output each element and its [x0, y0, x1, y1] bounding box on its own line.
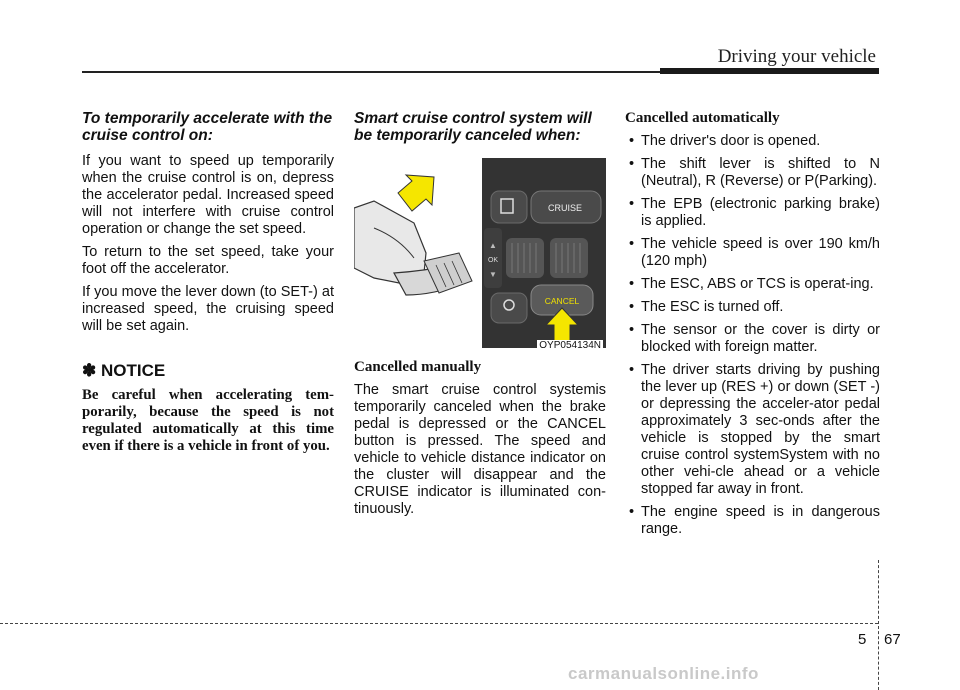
- page-number: 67: [884, 631, 901, 648]
- section-subheading: Cancelled manually: [354, 359, 482, 375]
- list-item: • The driver's door is opened.: [629, 133, 821, 149]
- steering-wheel-buttons-icon: [354, 153, 606, 353]
- bullet-icon: •: [629, 156, 635, 172]
- list-item: • The shift lever is shifted to N (Neutral), R (Reverse) or P(Parking).: [629, 156, 880, 189]
- list-item: • The ESC, ABS or TCS is operat-ing.: [629, 276, 874, 292]
- list-item: • The vehicle speed is over 190 km/h (120 mph): [629, 236, 880, 269]
- section-heading: To temporarily accelerate with the cruise control on:: [82, 110, 333, 144]
- bullet-icon: •: [629, 236, 635, 252]
- list-item: • The EPB (electronic parking brake) is applied.: [629, 196, 880, 229]
- paragraph: If you want to speed up temporarily when the cruise control is on, depress the accelerator pedal. Increased speed will not interfere with cruise control operation or change the set speed.: [82, 153, 334, 237]
- watermark: carmanualsonline.info: [568, 664, 759, 683]
- figure-code: OYP054134N: [539, 340, 601, 351]
- header-rule: [82, 71, 662, 73]
- chapter-number: 5: [858, 631, 867, 648]
- list-item: • The driver starts driving by pushing the lever up (RES +) or down (SET -) or depressing the acceler-ator pedal approximately 3 sec-onds after the vehicle is stopped by the smart cruise control systemSystem with no other vehi-cle ahead or a vehicle stopped far away in front.: [629, 362, 880, 497]
- list-item: • The engine speed is in dangerous range.: [629, 504, 880, 537]
- column-left: [82, 110, 334, 455]
- notice-body: Be careful when accelerating tem-porarily, because the speed is not regulated automatically at this time even if there is a vehicle in front of you.: [82, 387, 334, 454]
- bullet-icon: •: [629, 196, 635, 212]
- section-subheading: Cancelled automatically: [625, 110, 780, 126]
- bullet-icon: •: [629, 299, 635, 315]
- header-rule-accent: [660, 68, 879, 74]
- bullet-list: [625, 133, 880, 538]
- notice-title: ✽ NOTICE: [82, 361, 166, 380]
- footer-divider: [878, 560, 879, 690]
- bullet-icon: •: [629, 362, 635, 378]
- list-item: • The ESC is turned off.: [629, 299, 784, 315]
- ok-button-label: OK: [487, 257, 499, 264]
- bullet-icon: •: [629, 504, 635, 520]
- cruise-button-label: CRUISE: [547, 203, 583, 213]
- paragraph: If you move the lever down (to SET-) at increased speed, the cruising speed will be set again.: [82, 284, 334, 334]
- bullet-icon: •: [629, 276, 635, 292]
- footer-rule: [0, 623, 878, 624]
- list-item: • The sensor or the cover is dirty or blocked with foreign matter.: [629, 322, 880, 355]
- header-title: Driving your vehicle: [717, 46, 876, 67]
- column-right: [625, 110, 880, 544]
- svg-text:▼: ▼: [489, 270, 497, 279]
- steering-wheel-buttons-figure: [354, 153, 606, 353]
- section-heading: Smart cruise control system will be temporarily canceled when:: [354, 110, 592, 144]
- paragraph: The smart cruise control systemis temporarily canceled when the brake pedal is depressed or the CANCEL button is pressed. The speed and vehicle to vehicle distance indicator on the cluster will disappear and the CRUISE indicator is illuminated con-tinuously.: [354, 382, 606, 517]
- bullet-icon: •: [629, 133, 635, 149]
- cancel-button-label: CANCEL: [544, 296, 580, 306]
- paragraph: To return to the set speed, take your foot off the accelerator.: [82, 244, 334, 277]
- column-middle: [354, 110, 606, 524]
- svg-text:▲: ▲: [489, 241, 497, 250]
- bullet-icon: •: [629, 322, 635, 338]
